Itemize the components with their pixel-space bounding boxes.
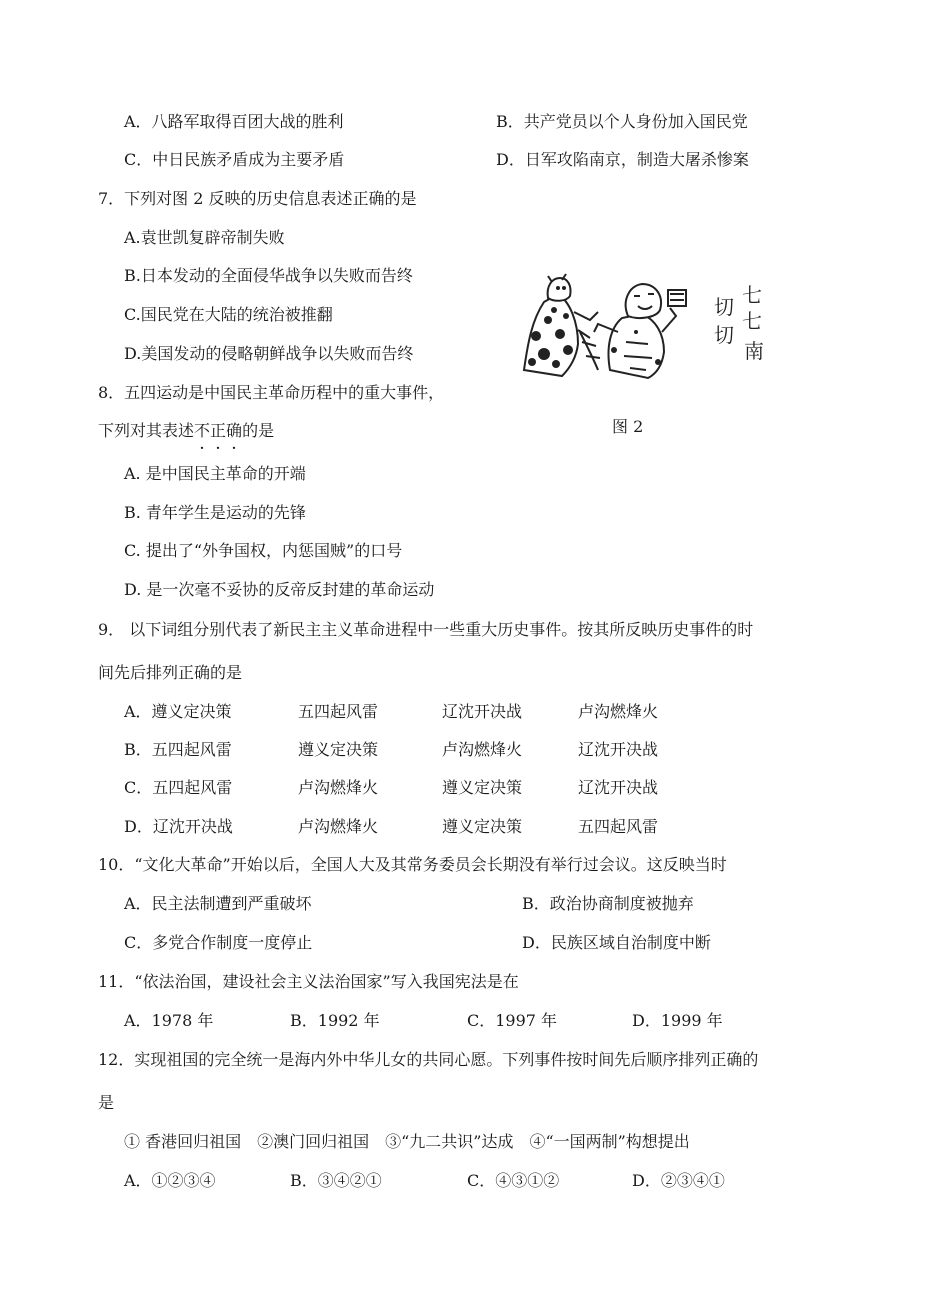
q8-emphasis-char-2: 正 [210,421,227,440]
q9-row-b-col3: 卢沟燃烽火 [442,740,523,759]
q11-option-c: C．1997 年 [467,1011,558,1030]
figure-char-2: 切 [714,323,734,347]
q9-row-b-col1: B．五四起风雷 [124,740,232,759]
q10-option-d: D．民族区域自治制度中断 [522,933,711,952]
q9-row-c-col4: 辽沈开决战 [578,778,659,797]
figure-char-3: 七 [742,283,762,307]
q9-row-d-col4: 五四起风雷 [578,817,659,836]
q7-option-d: D.美国发动的侵略朝鲜战争以失败而告终 [124,344,414,363]
q10-option-a: A．民主法制遭到严重破坏 [124,894,312,913]
q9-row-d-col3: 遵义定决策 [442,817,523,836]
q8-emphasis-char-1: 不 [194,421,211,440]
q12-stem-line2: 是 [98,1093,115,1112]
q10-option-b: B．政治协商制度被抛弃 [522,894,694,913]
figure-char-1: 切 [714,295,734,319]
q9-row-c-col3: 遵义定决策 [442,778,523,797]
q7-stem: 7．下列对图 2 反映的历史信息表述正确的是 [98,189,417,208]
q8-emphasis-char-3: 确 [226,421,243,440]
q9-row-d-col1: D．辽沈开决战 [124,817,233,836]
q8-option-c: C. 提出了“外争国权，内惩国贼”的口号 [124,541,403,560]
q6-option-d: D．日军攻陷南京，制造大屠杀惨案 [496,150,749,169]
q7-option-b: B.日本发动的全面侵华战争以失败而告终 [124,266,413,285]
q8-stem-line1: 8．五四运动是中国民主革命历程中的重大事件， [98,383,445,402]
q12-stem-line1: 12．实现祖国的完全统一是海内外中华儿女的共同心愿。下列事件按时间先后顺序排列正确的 [98,1050,759,1069]
q8-option-a: A. 是中国民主革命的开端 [124,464,306,483]
q11-option-d: D．1999 年 [632,1011,723,1030]
q9-row-b-col4: 辽沈开决战 [578,740,659,759]
q12-option-b: B．③④②① [290,1171,382,1190]
q9-stem-line2: 间先后排列正确的是 [98,663,243,682]
q7-option-a: A.袁世凯复辟帝制失败 [124,228,285,247]
q9-row-c-col1: C．五四起风雷 [124,778,233,797]
q8-stem-post: 的是 [242,421,275,440]
figure-caption: 图 2 [612,417,644,436]
q12-option-a: A．①②③④ [124,1171,216,1190]
q6-option-a: A．八路军取得百团大战的胜利 [124,112,344,131]
cartoon-figure [518,272,768,384]
q9-row-d-col2: 卢沟燃烽火 [298,817,379,836]
q9-row-a-col4: 卢沟燃烽火 [578,702,659,721]
q11-stem: 11．“依法治国，建设社会主义法治国家”写入我国宪法是在 [98,972,519,991]
q9-row-a-col3: 辽沈开决战 [442,702,523,721]
q11-option-a: A．1978 年 [124,1011,214,1030]
q10-option-c: C．多党合作制度一度停止 [124,933,313,952]
q8-option-b: B. 青年学生是运动的先锋 [124,503,306,522]
q8-stem-pre: 下列对其表述 [98,421,195,440]
q9-stem-line1: 9． 以下词组分别代表了新民主主义革命进程中一些重大历史事件。按其所反映历史事件的时 [98,620,754,639]
q6-option-c: C．中日民族矛盾成为主要矛盾 [124,150,345,169]
q8-stem-line2 [98,420,274,442]
q8-option-d: D. 是一次毫不妥协的反帝反封建的革命运动 [124,580,435,599]
q7-option-c: C.国民党在大陆的统治被推翻 [124,305,333,324]
q9-row-a-col2: 五四起风雷 [298,702,379,721]
q9-row-c-col2: 卢沟燃烽火 [298,778,379,797]
figure-char-4: 七 [742,309,762,333]
q10-stem: 10．“文化大革命”开始以后，全国人大及其常务委员会长期没有举行过会议。这反映当时 [98,855,727,874]
q12-option-c: C．④③①② [467,1171,560,1190]
q9-row-b-col2: 遵义定决策 [298,740,379,759]
q11-option-b: B．1992 年 [290,1011,380,1030]
q12-option-d: D．②③④① [632,1171,725,1190]
q12-events: ① 香港回归祖国 ②澳门回归祖国 ③“九二共识”达成 ④“一国两制”构想提出 [124,1132,690,1151]
q9-row-a-col1: A．遵义定决策 [124,702,232,721]
q6-option-b: B．共产党员以个人身份加入国民党 [496,112,748,131]
figure-char-5: 南 [744,339,764,363]
